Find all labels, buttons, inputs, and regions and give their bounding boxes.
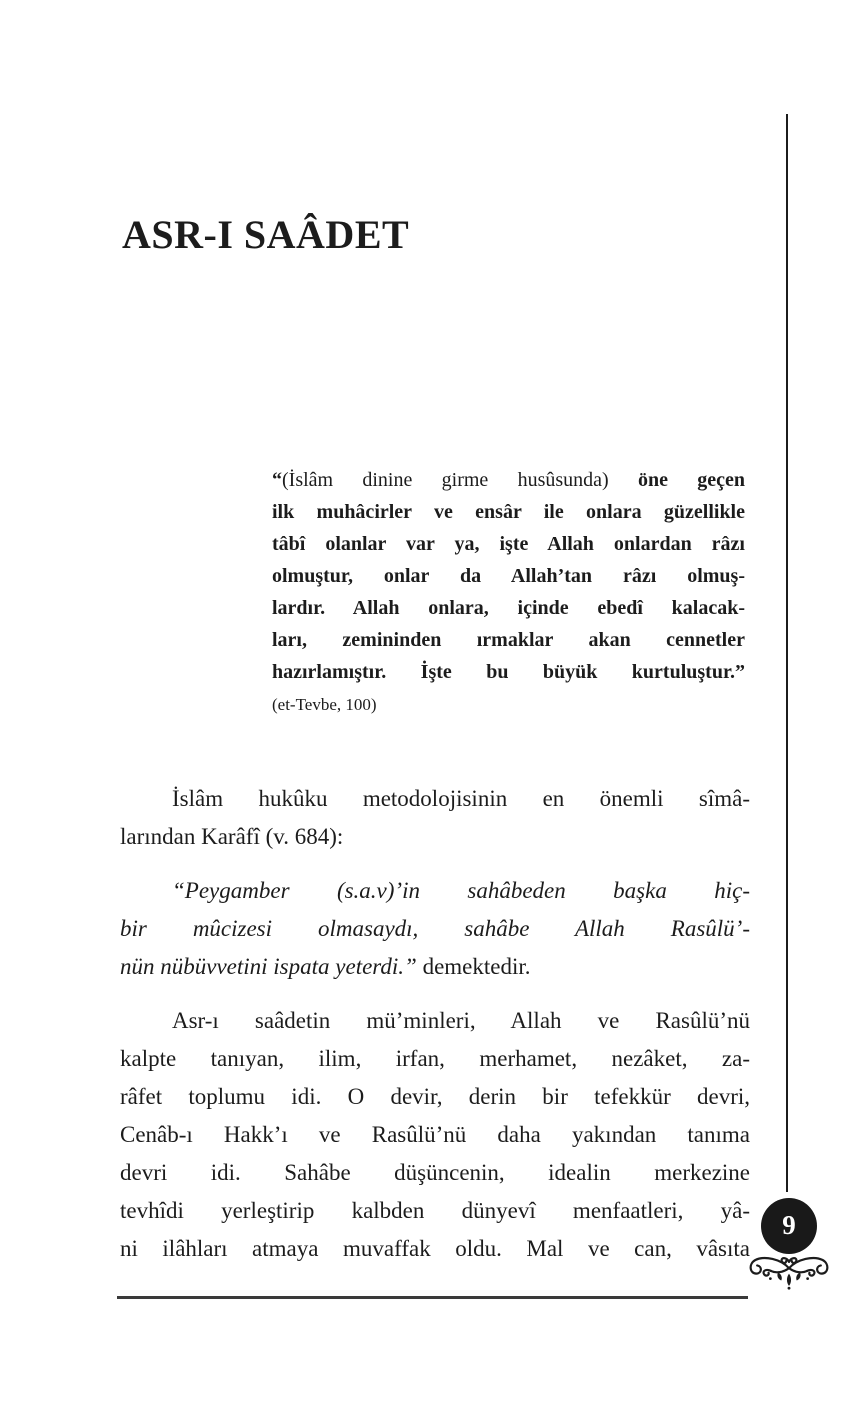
paragraph [120,1002,750,1268]
text-segment: tevhîdi yerleştirip kalbden dünyevî menfaatleri, yâ- [120,1198,750,1223]
quote-line [272,528,745,560]
text-segment: Cenâb-ı Hakk’ı ve Rasûlü’nü daha yakından tanıma [120,1122,750,1147]
flourish-ornament-icon [743,1250,835,1290]
quote-line [272,560,745,592]
page-number-badge [761,1198,817,1254]
text-line [120,780,750,818]
text-segment: “ [272,469,282,491]
text-line [120,1040,750,1078]
text-segment: larından Karâfî (v. 684): [120,824,344,849]
quote-line [272,656,745,688]
text-segment: bir mûcizesi olmasaydı, sahâbe Allah Rasûlü’- [120,916,750,941]
text-segment: hazırlamıştır. İşte bu büyük kurtuluştur.” [272,661,745,683]
text-segment: Asr-ı saâdetin mü’minleri, Allah ve Rasûlü’nü [172,1008,750,1033]
text-segment: ları, zemininden ırmaklar akan cennetler [272,629,745,651]
text-segment: olmuştur, onlar da Allah’tan râzı olmuş- [272,565,745,587]
text-line [120,1230,750,1268]
quote-line [272,464,745,496]
margin-rule [786,114,788,1192]
text-segment: demektedir. [422,954,531,979]
text-segment: ilk muhâcirler ve ensâr ile onlara güzellikle [272,501,745,523]
page-number: 9 [782,1209,796,1240]
text-line [120,818,750,856]
text-line [120,1154,750,1192]
verse-citation: (et-Tevbe, 100) [272,695,377,714]
text-segment: nün nübüvvetini ispata yeterdi.” [120,954,423,979]
body-text [120,780,750,1268]
text-line [120,910,750,948]
text-segment: (İslâm dinine girme husûsunda) [282,469,638,491]
text-segment: kalpte tanıyan, ilim, irfan, merhamet, nezâket, za- [120,1046,750,1071]
footer-rule [117,1296,748,1299]
text-segment: “Peygamber (s.a.v)’in sahâbeden başka hiç- [172,878,750,903]
text-line [120,1192,750,1230]
verse-citation-wrap [272,688,745,716]
text-segment: devri idi. Sahâbe düşüncenin, idealin merkezine [120,1160,750,1185]
text-line [120,872,750,910]
paragraph [120,872,750,986]
chapter-title: ASR-I SAÂDET [122,211,410,257]
text-line [120,948,750,986]
text-segment: öne geçen [637,469,745,491]
quote-line [272,624,745,656]
text-line [120,1002,750,1040]
text-segment: İslâm hukûku metodolojisinin en önemli sîmâ- [172,786,750,811]
text-segment: ni ilâhları atmaya muvaffak oldu. Mal ve can, vâsıta [120,1236,750,1261]
text-segment: lardır. Allah onlara, içinde ebedî kalacak- [272,597,745,619]
quote-line [272,496,745,528]
text-segment: râfet toplumu idi. O devir, derin bir tefekkür devri, [120,1084,750,1109]
quote-line [272,592,745,624]
text-segment: tâbî olanlar var ya, işte Allah onlardan râzı [272,533,745,555]
paragraph [120,780,750,856]
text-line [120,1116,750,1154]
verse-quote [272,464,745,688]
text-line [120,1078,750,1116]
